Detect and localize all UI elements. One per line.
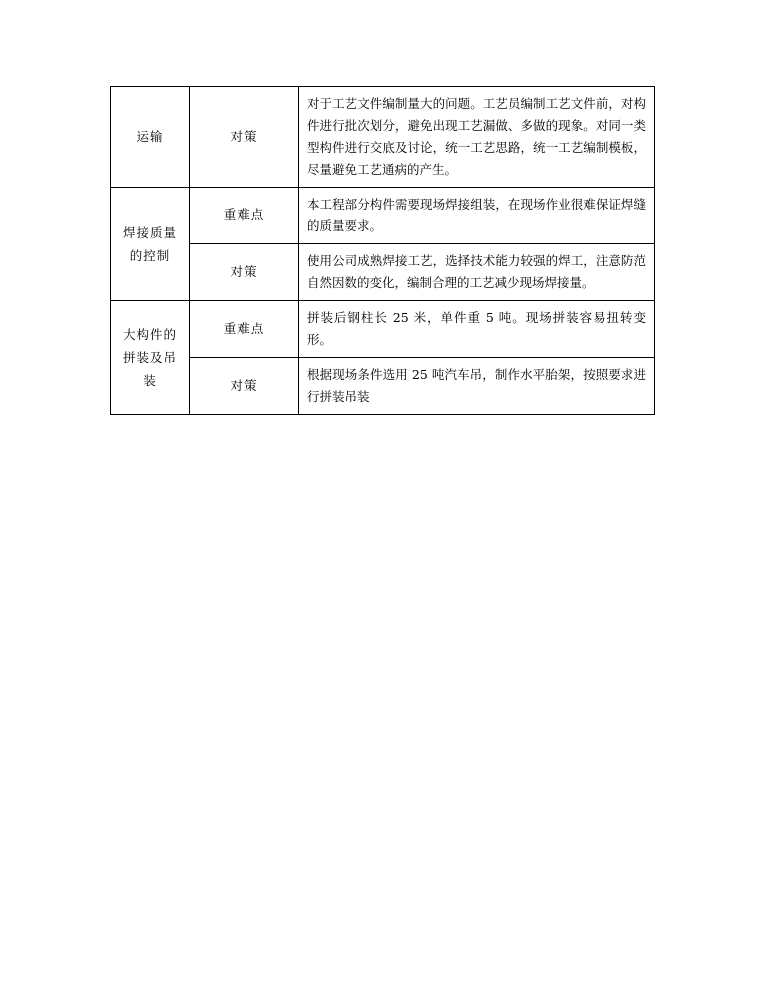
row-body-cell [299, 357, 655, 414]
table-row [111, 301, 655, 358]
table-row [111, 87, 655, 188]
row-category-label: 大构件的拼装及吊装 [122, 326, 177, 388]
row-type-cell: 对策 [190, 87, 299, 188]
row-body-cell [299, 87, 655, 188]
table-row [111, 244, 655, 301]
row-body-text: 拼装后钢柱长 25 米，单件重 5 吨。现场拼装容易扭转变形。 [307, 310, 646, 347]
row-body-text: 根据现场条件选用 25 吨汽车吊，制作水平胎架，按照要求进行拼装吊装 [307, 366, 646, 404]
row-category-cell [111, 187, 190, 301]
requirements-table [110, 86, 655, 415]
row-category-label: 焊接质量的控制 [122, 224, 177, 263]
row-type-cell: 对策 [190, 244, 299, 301]
row-body-text: 对于工艺文件编制量大的问题。工艺员编制工艺文件前，对构件进行批次划分，避免出现工艺漏做、多做的现象。对同一类型构件进行交底及讨论，统一工艺思路，统一工艺编制模板，尽量避免工艺通病的产生。 [307, 96, 646, 177]
table-row [111, 187, 655, 244]
row-body-cell [299, 301, 655, 358]
row-category-cell [111, 301, 190, 415]
row-body-cell [299, 244, 655, 301]
row-body-text: 本工程部分构件需要现场焊接组装，在现场作业很难保证焊缝的质量要求。 [307, 196, 646, 234]
row-type-cell: 重难点 [190, 187, 299, 244]
row-category-label: 运输 [136, 129, 164, 145]
row-type-cell: 重难点 [190, 301, 299, 358]
row-category-cell [111, 87, 190, 188]
table-row [111, 357, 655, 414]
row-body-text: 使用公司成熟焊接工艺，选择技术能力较强的焊工，注意防范自然因数的变化，编制合理的工艺减少现场焊接量。 [307, 253, 646, 291]
row-type-cell: 对策 [190, 357, 299, 414]
row-body-cell [299, 187, 655, 244]
